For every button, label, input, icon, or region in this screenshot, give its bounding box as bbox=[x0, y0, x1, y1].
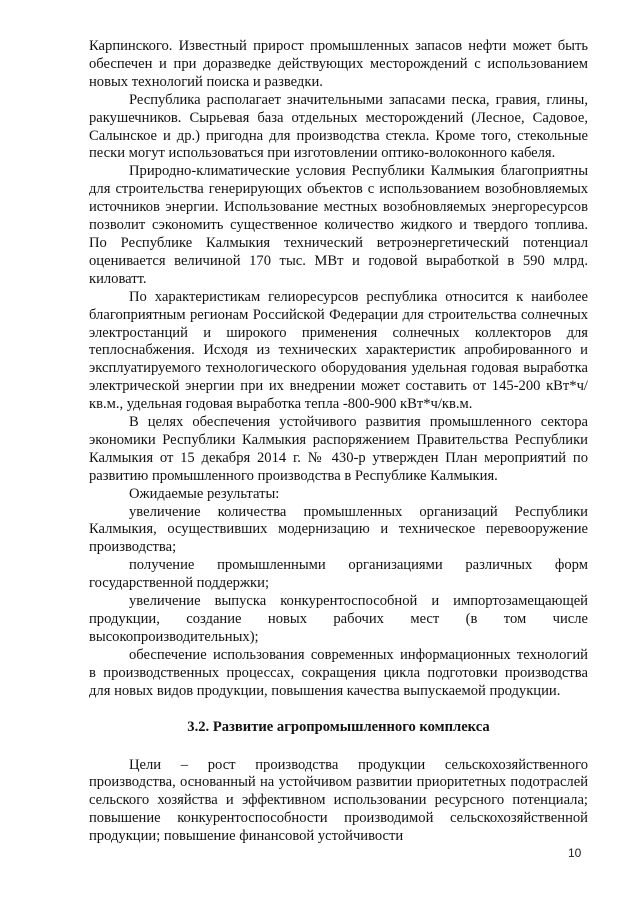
list-item-result-3: увеличение выпуска конкурентоспособной и импортозамещающей продукции, создание новых рабочих мест (в том числе высокопроизводительных); bbox=[89, 593, 588, 645]
list-item-result-2: получение промышленными организациями различных форм государственной поддержки; bbox=[89, 557, 588, 592]
paragraph-oil-reserves: Карпинского. Известный прирост промышленных запасов нефти может быть обеспечен и при доразведке действующих месторождений с использованием новых технологий поиска и разведки. bbox=[89, 38, 588, 90]
paragraph-sand-gravel: Республика располагает значительными запасами песка, гравия, глины, ракушечников. Сырьевая база отдельных месторождений (Лесное, Садовое, Салынское и др.) пригодна для производства стекла. Кроме того, стекольные пески могут использоваться при изготовлении оптико-волоконного кабеля. bbox=[89, 91, 588, 162]
list-item-result-1: увеличение количества промышленных организаций Республики Калмыкия, осуществивших модернизацию и техническое перевооружение производства; bbox=[89, 503, 588, 556]
list-item-result-4: обеспечение использования современных информационных технологий в производственных процессах, сокращения цикла подготовки производства для новых видов продукции, повышения качества выпускаемой продукции. bbox=[89, 646, 588, 699]
paragraph-renewable-energy: Природно-климатические условия Республики Калмыкия благоприятны для строительства генерирующих объектов с использованием возобновляемых источников энергии. Использование местных возобновляемых энергоресурсов позволит сэкономить существенное количество жидкого и твердого топлива. По Республике Калмыкия технический ветроэнергетический потенциал оценивается величиной 170 тыс. МВт и годовой выработкой в 590 млрд. киловатт. bbox=[89, 163, 588, 287]
page-number: 10 bbox=[568, 846, 582, 860]
section-heading: 3.2. Развитие агропромышленного комплекса bbox=[187, 718, 490, 735]
paragraph-expected-results: Ожидаемые результаты: bbox=[129, 485, 280, 502]
paragraph-industry-plan: В целях обеспечения устойчивого развития промышленного сектора экономики Республики Калмыкия распоряжением Правительства Республики Калмыкия от 15 декабря 2014 г. № 430-р утвержден План мероприятий по развитию промышленного производства в Республике Калмыкия. bbox=[89, 414, 588, 484]
paragraph-solar-resources: По характеристикам гелиоресурсов республика относится к наиболее благоприятным регионам Российской Федерации для строительства солнечных электростанций и широкого применения солнечных коллекторов для теплоснабжения. Исходя из технических характеристик апробированного и эксплуатируемого технологического оборудования удельная годовая выработка электрической энергии при их внедрении может составить от 145-200 кВт*ч/кв.м., удельная годовая выработка тепла -800-900 кВт*ч/кв.м. bbox=[89, 288, 588, 413]
paragraph-agro-goals: Цели – рост производства продукции сельскохозяйственного производства, основанный на устойчивом развитии приоритетных подотраслей сельского хозяйства и эффективном использовании ресурсного потенциала; повышение конкурентоспособности производимой сельскохозяйственной продукции; повышение финансовой устойчивости bbox=[89, 756, 588, 845]
document-page bbox=[89, 38, 588, 846]
